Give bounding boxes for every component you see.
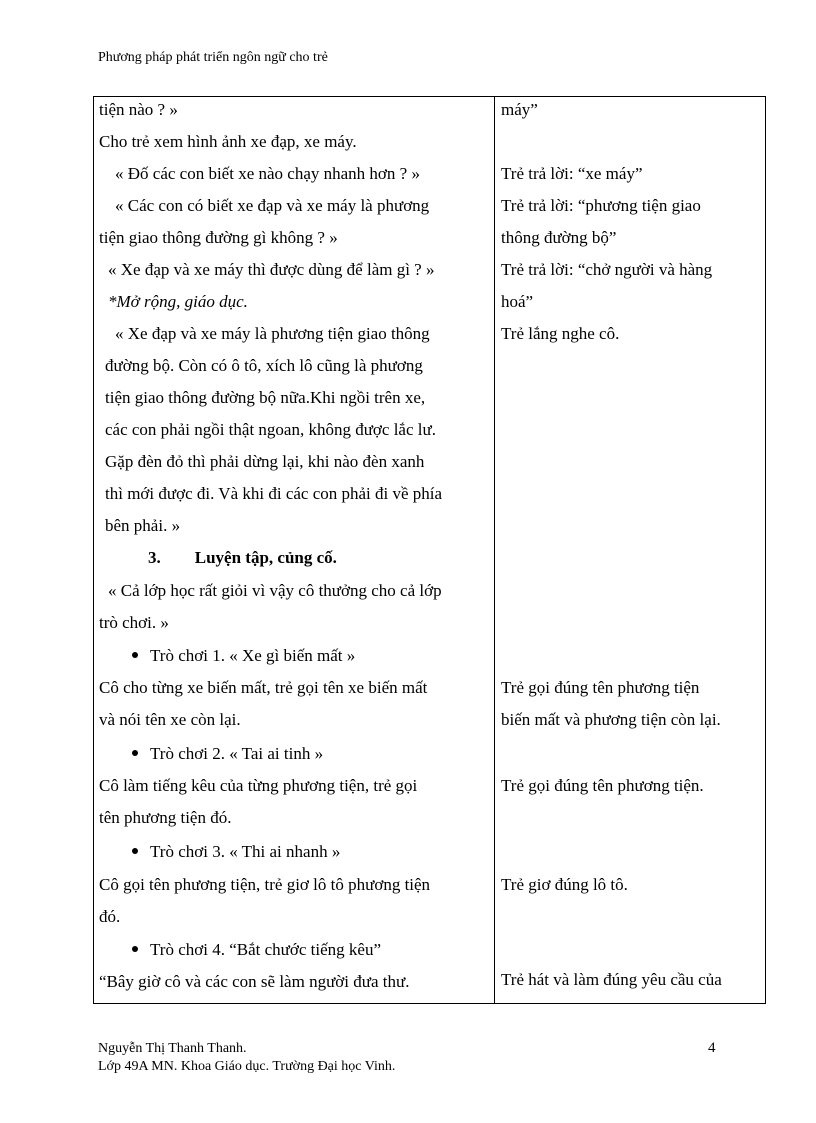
text-line: Trẻ trả lời: “phương tiện giao bbox=[501, 196, 701, 215]
text-line: máy” bbox=[501, 100, 538, 119]
game-title: Trò chơi 1. « Xe gì biến mất » bbox=[150, 646, 356, 665]
text-line: trò chơi. » bbox=[99, 613, 169, 632]
section-number: 3. bbox=[148, 548, 161, 567]
text-line: Trẻ lắng nghe cô. bbox=[501, 324, 620, 343]
text-line: “Bây giờ cô và các con sẽ làm người đưa thư. bbox=[99, 972, 410, 991]
text-line: đường bộ. Còn có ô tô, xích lô cũng là phương bbox=[105, 356, 423, 375]
text-line: Trẻ gọi đúng tên phương tiện. bbox=[501, 776, 704, 795]
game-title: Trò chơi 3. « Thi ai nhanh » bbox=[150, 842, 341, 861]
text-line: tiện nào ? » bbox=[99, 100, 178, 119]
text-line: Trẻ giơ đúng lô tô. bbox=[501, 875, 628, 894]
text-line: « Xe đạp và xe máy là phương tiện giao thông bbox=[115, 324, 430, 343]
text-line: « Cả lớp học rất giỏi vì vậy cô thưởng cho cả lớp bbox=[108, 581, 442, 600]
text-line: Trẻ hát và làm đúng yêu cầu của bbox=[501, 970, 722, 989]
page-number: 4 bbox=[708, 1040, 716, 1056]
game-item bbox=[132, 646, 355, 666]
text-line: biến mất và phương tiện còn lại. bbox=[501, 710, 721, 729]
bullet-icon bbox=[132, 848, 138, 854]
game-item bbox=[132, 842, 340, 862]
text-line: Gặp đèn đỏ thì phải dừng lại, khi nào đèn xanh bbox=[105, 452, 425, 471]
text-line: Cô gọi tên phương tiện, trẻ giơ lô tô phương tiện bbox=[99, 875, 431, 894]
section-note: *Mở rộng, giáo dục. bbox=[108, 292, 248, 311]
text-line: tiện giao thông đường bộ nữa.Khi ngồi trên xe, bbox=[105, 388, 426, 407]
text-line: các con phải ngồi thật ngoan, không được lắc lư. bbox=[105, 420, 436, 439]
bullet-icon bbox=[132, 750, 138, 756]
footer-author: Nguyễn Thị Thanh Thanh. bbox=[98, 1041, 247, 1056]
text-line: bên phải. » bbox=[105, 516, 181, 535]
text-line: và nói tên xe còn lại. bbox=[99, 710, 241, 729]
footer-affiliation: Lớp 49A MN. Khoa Giáo dục. Trường Đại học Vinh. bbox=[98, 1059, 396, 1074]
text-line: tiện giao thông đường gì không ? » bbox=[99, 228, 338, 247]
game-item bbox=[132, 744, 323, 764]
lesson-table bbox=[93, 96, 766, 1004]
game-title: Trò chơi 4. “Bắt chước tiếng kêu” bbox=[150, 940, 381, 959]
game-title: Trò chơi 2. « Tai ai tinh » bbox=[150, 744, 324, 763]
text-line: « Đố các con biết xe nào chạy nhanh hơn ? » bbox=[115, 164, 420, 183]
bullet-icon bbox=[132, 946, 138, 952]
text-line: « Các con có biết xe đạp và xe máy là phương bbox=[115, 196, 430, 215]
page-header: Phương pháp phát triển ngôn ngữ cho trẻ bbox=[98, 50, 328, 65]
page-footer bbox=[98, 1040, 395, 1076]
text-line: Trẻ gọi đúng tên phương tiện bbox=[501, 678, 700, 697]
text-line: thông đường bộ” bbox=[501, 228, 617, 247]
text-line: Trẻ trả lời: “xe máy” bbox=[501, 164, 643, 183]
column-divider bbox=[494, 97, 495, 1003]
text-line: « Xe đạp và xe máy thì được dùng để làm gì ? » bbox=[108, 260, 435, 279]
section-heading bbox=[148, 548, 337, 568]
text-line: thì mới được đi. Và khi đi các con phải đi về phía bbox=[105, 484, 443, 503]
text-line: Cô cho từng xe biến mất, trẻ gọi tên xe biến mất bbox=[99, 678, 428, 697]
game-item bbox=[132, 940, 381, 960]
text-line: tên phương tiện đó. bbox=[99, 808, 232, 827]
text-line: Cô làm tiếng kêu của từng phương tiện, trẻ gọi bbox=[99, 776, 418, 795]
text-line: Cho trẻ xem hình ảnh xe đạp, xe máy. bbox=[99, 132, 357, 151]
text-line: Trẻ trả lời: “chở người và hàng bbox=[501, 260, 713, 279]
text-line: hoá” bbox=[501, 292, 534, 311]
bullet-icon bbox=[132, 652, 138, 658]
section-title: Luyện tập, củng cố. bbox=[194, 548, 337, 567]
text-line: đó. bbox=[99, 907, 121, 926]
